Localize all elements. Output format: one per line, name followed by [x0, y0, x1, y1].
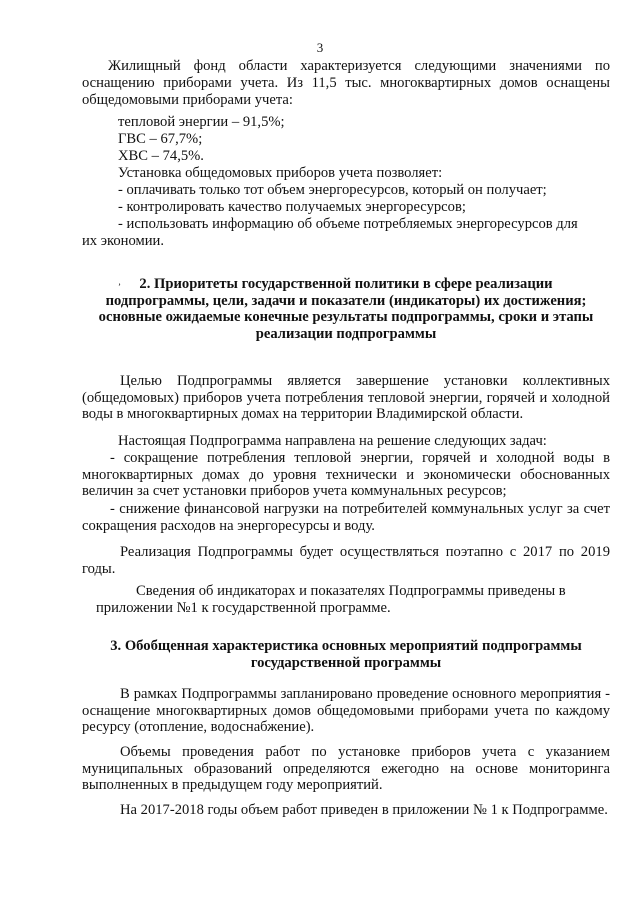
section-2-indicators-rest: приложении №1 к государственной программе. — [96, 600, 391, 616]
meter-item-cold-water: ХВС – 74,5%. — [118, 148, 204, 164]
section-2-tasks-intro: Настоящая Подпрограмма направлена на решение следующих задач: — [118, 433, 547, 449]
section-3-paragraph: В рамках Подпрограммы запланировано проведение основного мероприятия - оснащение многоквартирных домов общедомовыми приборами учета по каждому ресурсу (отопление, водоснабжение). — [82, 686, 610, 736]
section-2-indicators-line: Сведения об индикаторах и показателях Подпрограммы приведены в — [136, 583, 566, 599]
benefit-item: - оплачивать только тот объем энергоресурсов, который он получает; — [118, 182, 547, 198]
benefit-item-tail: их экономии. — [82, 233, 164, 249]
benefits-intro: Установка общедомовых приборов учета позволяет: — [118, 165, 443, 181]
benefit-item: - контролировать качество получаемых энергоресурсов; — [118, 199, 466, 215]
section-2-task: - снижение финансовой нагрузки на потребителей коммунальных услуг за счет сокращения расходов на энергоресурсы и воду. — [82, 501, 610, 534]
section-3-paragraph: Объемы проведения работ по установке приборов учета с указанием муниципальных образований определяются ежегодно на основе мониторинга выполненных в предыдущем году мероприятий. — [82, 744, 610, 794]
intro-line-first: Жилищный фонд области характеризуется следующими значениями по — [108, 58, 610, 74]
section-2-stages: Реализация Подпрограммы будет осуществляться поэтапно с 2017 по 2019 годы. — [82, 544, 610, 577]
section-2-goal: Целью Подпрограммы является завершение установки коллективных (общедомовых) приборов учета потребления тепловой энергии, горячей и холодной воды в многоквартирных домах на территории Владимирской области. — [82, 373, 610, 423]
section-2-heading: 2. Приоритеты государственной политики в сфере реализации подпрограммы, цели, задачи и показатели (индикаторы) их достижения; основные ожидаемые конечные результаты подпрограммы, сроки и этапы реализации подпрограммы — [98, 276, 594, 342]
page-number: 3 — [316, 40, 324, 55]
meter-item-heat: тепловой энергии – 91,5%; — [118, 114, 285, 130]
section-3-heading: 3. Обобщенная характеристика основных мероприятий подпрограммы государственной программы — [110, 638, 582, 671]
section-3-paragraph: На 2017-2018 годы объем работ приведен в приложении № 1 к Подпрограмме. — [120, 802, 608, 818]
section-2-task: - сокращение потребления тепловой энергии, горячей и холодной воды в многоквартирных домах до уровня технически и экономически обоснованных величин за счет установки приборов учета коммунальных ресурсов; — [82, 450, 610, 500]
benefit-item: - использовать информацию об объеме потребляемых энергоресурсов для — [118, 216, 578, 232]
stray-mark: ʼ — [118, 282, 121, 292]
intro-paragraph-rest: оснащению приборами учета. Из 11,5 тыс. многоквартирных домов оснащены общедомовыми приборами учета: — [82, 75, 610, 108]
meter-item-hot-water: ГВС – 67,7%; — [118, 131, 203, 147]
